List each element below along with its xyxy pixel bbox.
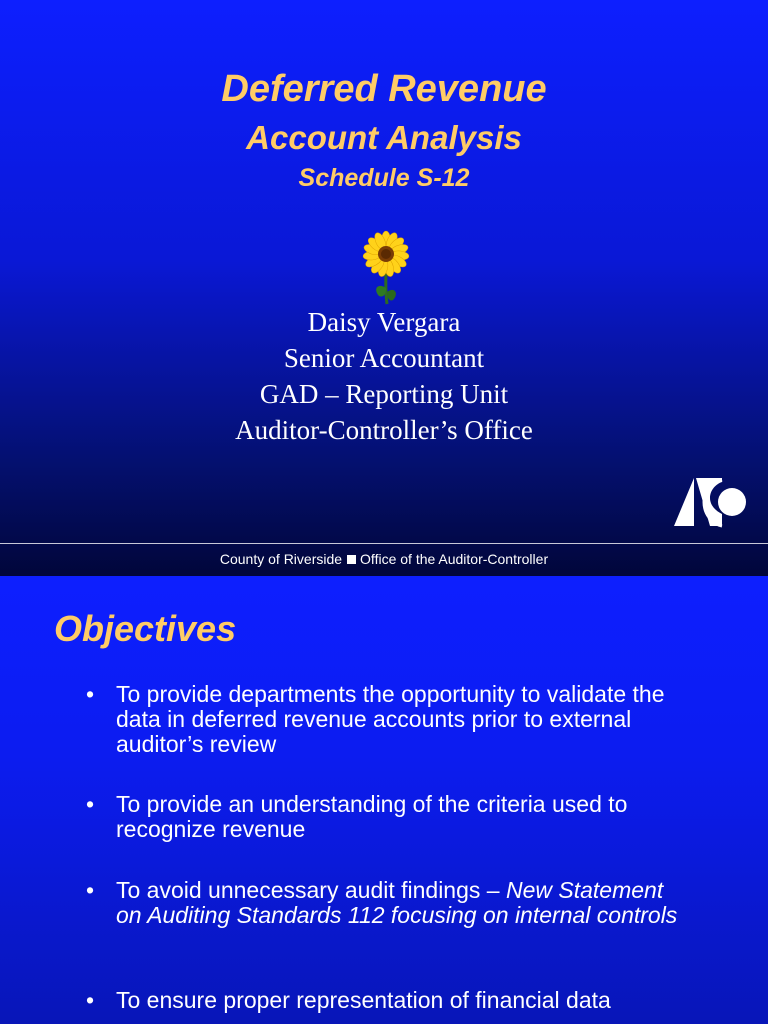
aco-logo bbox=[670, 474, 748, 530]
objective-text-plain: To avoid unnecessary audit findings – bbox=[116, 877, 506, 903]
schedule-label: Schedule S-12 bbox=[298, 164, 470, 192]
objective-text: To ensure proper representation of financial data bbox=[116, 987, 611, 1013]
presenter-role: Senior Accountant bbox=[283, 343, 485, 373]
objectives-slide bbox=[0, 576, 768, 1024]
bullet-dot-icon: • bbox=[86, 791, 95, 817]
slide-title: Deferred Revenue bbox=[221, 68, 547, 110]
bullet-dot-icon: • bbox=[86, 877, 95, 903]
presenter-unit: GAD – Reporting Unit bbox=[259, 379, 509, 409]
footer-divider bbox=[0, 543, 768, 544]
daisy-flower-icon bbox=[355, 230, 417, 306]
objective-text-emphasis: New Statement on Auditing Standards 112 focusing on internal controls bbox=[116, 877, 678, 928]
objective-text bbox=[116, 878, 686, 928]
footer-county: County of Riverside bbox=[219, 551, 343, 567]
bullet-dot-icon: • bbox=[86, 987, 95, 1013]
objective-item bbox=[86, 682, 686, 757]
square-bullet-icon bbox=[347, 555, 356, 564]
presenter-name: Daisy Vergara bbox=[307, 307, 461, 337]
objective-text: To provide departments the opportunity to validate the data in deferred revenue accounts prior to external auditor’s review bbox=[116, 681, 665, 757]
objective-text: To provide an understanding of the criteria used to recognize revenue bbox=[116, 791, 628, 842]
objectives-title: Objectives bbox=[54, 608, 237, 649]
objective-item bbox=[86, 792, 686, 842]
objective-item bbox=[86, 988, 686, 1013]
footer-office: Office of the Auditor-Controller bbox=[360, 551, 549, 567]
presenter-office: Auditor-Controller’s Office bbox=[235, 415, 533, 445]
slide-footer bbox=[0, 551, 768, 567]
slide-subtitle: Account Analysis bbox=[246, 119, 522, 156]
bullet-dot-icon: • bbox=[86, 681, 95, 707]
objective-item bbox=[86, 878, 686, 928]
